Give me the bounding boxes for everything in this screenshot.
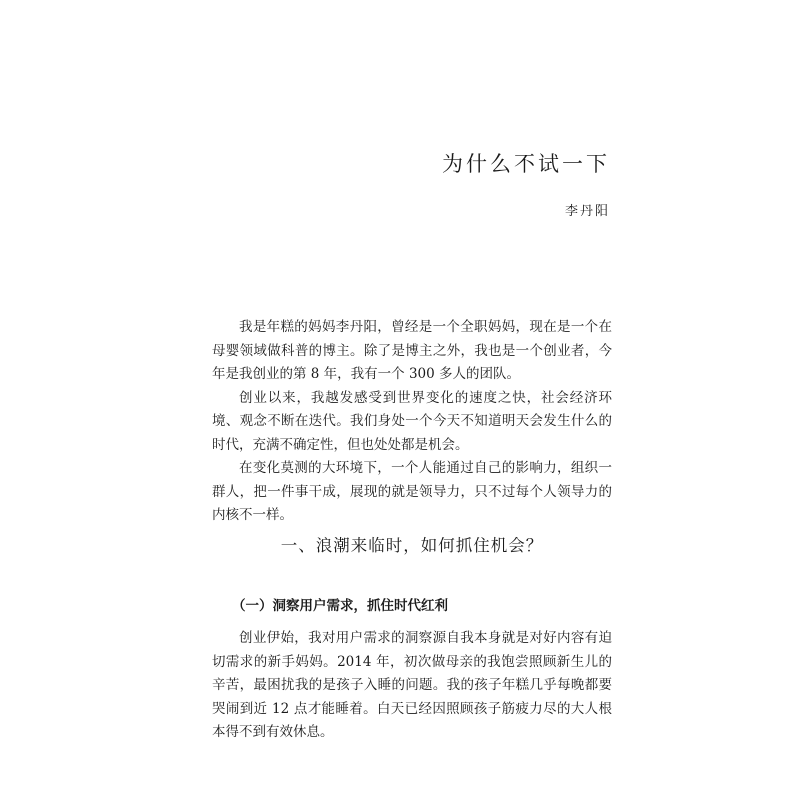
- section-heading: 一、浪潮来临时，如何抓住机会？: [280, 536, 544, 555]
- paragraph: 创业伊始，我对用户需求的洞察源自我本身就是对好内容有迫切需求的新手妈妈。2014 年，初次做母亲的我饱尝照顾新生儿的辛苦，最困扰我的是孩子入睡的问题。我的孩子年糕几乎每晚都要哭闹到近 12 点才能睡着。白天已经因照顾孩子筋疲力尽的大人根本得不到有效休息。: [212, 630, 612, 740]
- paragraph: 创业以来，我越发感受到世界变化的速度之快，社会经济环境、观念不断在迭代。我们身处一个今天不知道明天会发生什么的时代，充满不确定性，但也处处都是机会。: [212, 389, 612, 453]
- chapter-author: 李丹阳: [564, 204, 610, 219]
- paragraph: 在变化莫测的大环境下，一个人能通过自己的影响力，组织一群人，把一件事干成，展现的就是领导力，只不过每个人领导力的内核不一样。: [212, 460, 612, 523]
- sub-heading: （一）洞察用户需求，抓住时代红利: [232, 598, 448, 614]
- intro-text-block: [212, 316, 612, 528]
- paragraph: 我是年糕的妈妈李丹阳，曾经是一个全职妈妈，现在是一个在母婴领域做科普的博主。除了是博主之外，我也是一个创业者，今年是我创业的第 8 年，我有一个 300 多人的团队。: [212, 319, 612, 382]
- chapter-title: 为什么不试一下: [442, 152, 610, 176]
- section-text-block: [212, 627, 612, 745]
